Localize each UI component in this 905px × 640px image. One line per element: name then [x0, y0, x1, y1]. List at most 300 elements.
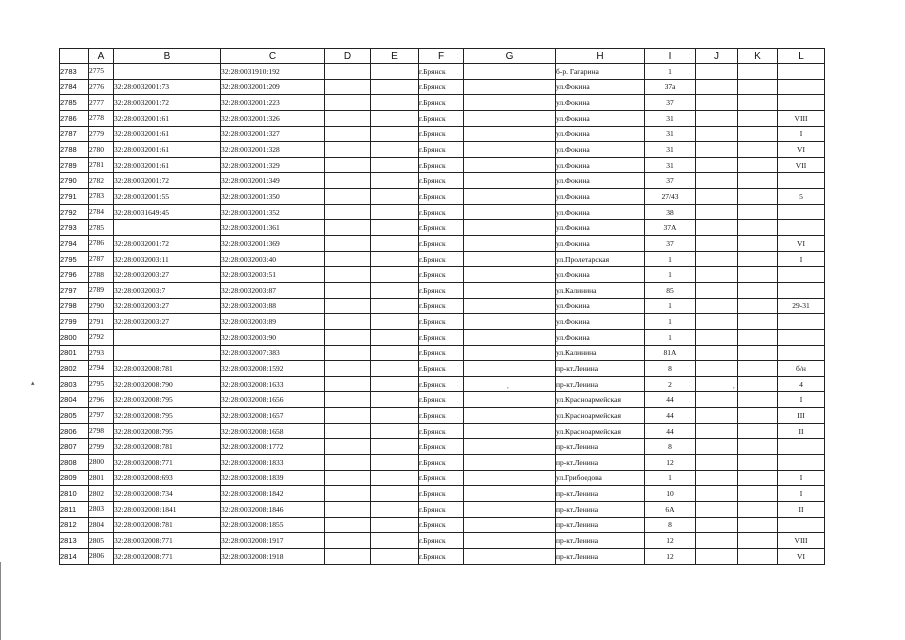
cell-l[interactable]	[778, 314, 825, 330]
cell-g[interactable]	[464, 79, 556, 95]
cell-h[interactable]: ул.Фокина	[556, 79, 645, 95]
cell-f[interactable]: г.Брянск	[419, 376, 464, 392]
cell-a[interactable]: 2796	[89, 392, 114, 408]
row-number[interactable]: 2814	[60, 548, 89, 564]
cell-i[interactable]: 37А	[645, 220, 696, 236]
column-header[interactable]: B	[114, 49, 221, 64]
cell-i[interactable]: 44	[645, 392, 696, 408]
row-number[interactable]: 2813	[60, 533, 89, 549]
cell-j[interactable]	[696, 110, 738, 126]
cell-f[interactable]: г.Брянск	[419, 64, 464, 80]
cell-i[interactable]: 1	[645, 267, 696, 283]
cell-f[interactable]: г.Брянск	[419, 517, 464, 533]
cell-c[interactable]: 32:28:0032008:1846	[221, 501, 325, 517]
cell-c[interactable]: 32:28:0032008:1772	[221, 439, 325, 455]
cell-i[interactable]: 31	[645, 142, 696, 158]
cell-f[interactable]: г.Брянск	[419, 142, 464, 158]
cell-e[interactable]	[371, 204, 419, 220]
cell-e[interactable]	[371, 408, 419, 424]
cell-h[interactable]: ул.Фокина	[556, 110, 645, 126]
cell-k[interactable]	[738, 282, 778, 298]
cell-e[interactable]	[371, 392, 419, 408]
cell-i[interactable]: 38	[645, 204, 696, 220]
row-number[interactable]: 2808	[60, 455, 89, 471]
row-number[interactable]: 2807	[60, 439, 89, 455]
cell-e[interactable]	[371, 376, 419, 392]
cell-d[interactable]	[325, 314, 371, 330]
cell-f[interactable]: г.Брянск	[419, 408, 464, 424]
cell-b[interactable]: 32:28:0032001:61	[114, 110, 221, 126]
row-number[interactable]: 2805	[60, 408, 89, 424]
cell-j[interactable]	[696, 220, 738, 236]
cell-b[interactable]: 32:28:0032008:781	[114, 439, 221, 455]
row-number[interactable]: 2809	[60, 470, 89, 486]
cell-f[interactable]: г.Брянск	[419, 157, 464, 173]
cell-h[interactable]: ул.Калинина	[556, 282, 645, 298]
cell-i[interactable]: 1	[645, 314, 696, 330]
cell-k[interactable]	[738, 157, 778, 173]
cell-h[interactable]: ул.Пролетарская	[556, 251, 645, 267]
cell-k[interactable]	[738, 392, 778, 408]
cell-e[interactable]	[371, 314, 419, 330]
cell-c[interactable]: 32:28:0032008:1656	[221, 392, 325, 408]
cell-b[interactable]: 32:28:0032001:73	[114, 79, 221, 95]
cell-d[interactable]	[325, 64, 371, 80]
cell-f[interactable]: г.Брянск	[419, 533, 464, 549]
cell-a[interactable]: 2789	[89, 282, 114, 298]
cell-g[interactable]	[464, 95, 556, 111]
cell-i[interactable]: 12	[645, 548, 696, 564]
cell-c[interactable]: 32:28:0032001:326	[221, 110, 325, 126]
cell-l[interactable]: б/н	[778, 361, 825, 377]
cell-j[interactable]	[696, 423, 738, 439]
cell-e[interactable]	[371, 517, 419, 533]
cell-j[interactable]	[696, 455, 738, 471]
cell-h[interactable]: ул.Фокина	[556, 236, 645, 252]
cell-d[interactable]	[325, 345, 371, 361]
cell-c[interactable]: 32:28:0032001:361	[221, 220, 325, 236]
cell-e[interactable]	[371, 236, 419, 252]
cell-j[interactable]	[696, 314, 738, 330]
cell-h[interactable]: ул.Фокина	[556, 220, 645, 236]
cell-i[interactable]: 81А	[645, 345, 696, 361]
cell-d[interactable]	[325, 376, 371, 392]
cell-l[interactable]: I	[778, 392, 825, 408]
cell-e[interactable]	[371, 173, 419, 189]
cell-a[interactable]: 2800	[89, 455, 114, 471]
row-number[interactable]: 2800	[60, 329, 89, 345]
row-number[interactable]: 2785	[60, 95, 89, 111]
cell-g[interactable]	[464, 392, 556, 408]
cell-j[interactable]	[696, 64, 738, 80]
cell-k[interactable]	[738, 251, 778, 267]
cell-a[interactable]: 2781	[89, 157, 114, 173]
cell-g[interactable]	[464, 408, 556, 424]
cell-d[interactable]	[325, 282, 371, 298]
cell-h[interactable]: ул.Фокина	[556, 189, 645, 205]
cell-d[interactable]	[325, 236, 371, 252]
cell-k[interactable]	[738, 455, 778, 471]
cell-e[interactable]	[371, 142, 419, 158]
cell-b[interactable]: 32:28:0032001:55	[114, 189, 221, 205]
cell-f[interactable]: г.Брянск	[419, 548, 464, 564]
cell-c[interactable]: 32:28:0032003:90	[221, 329, 325, 345]
cell-a[interactable]: 2776	[89, 79, 114, 95]
column-header[interactable]: E	[371, 49, 419, 64]
row-number[interactable]: 2796	[60, 267, 89, 283]
cell-g[interactable]	[464, 189, 556, 205]
cell-a[interactable]: 2777	[89, 95, 114, 111]
cell-c[interactable]: 32:28:0032001:327	[221, 126, 325, 142]
cell-c[interactable]: 32:28:0032001:352	[221, 204, 325, 220]
cell-a[interactable]: 2786	[89, 236, 114, 252]
cell-h[interactable]: пр-кт.Ленина	[556, 533, 645, 549]
cell-a[interactable]: 2775	[89, 64, 114, 80]
cell-i[interactable]: 12	[645, 533, 696, 549]
cell-k[interactable]	[738, 470, 778, 486]
cell-e[interactable]	[371, 455, 419, 471]
cell-b[interactable]: 32:28:0032001:72	[114, 95, 221, 111]
column-header[interactable]: L	[778, 49, 825, 64]
cell-h[interactable]: б-р. Гагарина	[556, 64, 645, 80]
cell-f[interactable]: г.Брянск	[419, 79, 464, 95]
cell-d[interactable]	[325, 95, 371, 111]
cell-i[interactable]: 2	[645, 376, 696, 392]
cell-c[interactable]: 32:28:0032001:328	[221, 142, 325, 158]
cell-b[interactable]	[114, 220, 221, 236]
row-number[interactable]: 2783	[60, 64, 89, 80]
cell-b[interactable]	[114, 345, 221, 361]
cell-k[interactable]	[738, 95, 778, 111]
cell-k[interactable]	[738, 267, 778, 283]
cell-k[interactable]	[738, 517, 778, 533]
cell-k[interactable]	[738, 204, 778, 220]
cell-h[interactable]: ул.Фокина	[556, 204, 645, 220]
cell-b[interactable]: 32:28:0032008:795	[114, 392, 221, 408]
cell-f[interactable]: г.Брянск	[419, 236, 464, 252]
cell-e[interactable]	[371, 345, 419, 361]
cell-l[interactable]: VIII	[778, 110, 825, 126]
cell-h[interactable]: ул.Грибоедова	[556, 470, 645, 486]
cell-h[interactable]: ул.Фокина	[556, 142, 645, 158]
cell-a[interactable]: 2797	[89, 408, 114, 424]
cell-i[interactable]: 31	[645, 126, 696, 142]
cell-e[interactable]	[371, 423, 419, 439]
cell-l[interactable]	[778, 220, 825, 236]
cell-d[interactable]	[325, 470, 371, 486]
cell-d[interactable]	[325, 408, 371, 424]
column-header[interactable]: D	[325, 49, 371, 64]
cell-a[interactable]: 2806	[89, 548, 114, 564]
cell-e[interactable]	[371, 189, 419, 205]
cell-c[interactable]: 32:28:0032003:51	[221, 267, 325, 283]
cell-l[interactable]: I	[778, 486, 825, 502]
cell-b[interactable]: 32:28:0032008:795	[114, 423, 221, 439]
cell-k[interactable]	[738, 220, 778, 236]
cell-l[interactable]: III	[778, 408, 825, 424]
row-number[interactable]: 2784	[60, 79, 89, 95]
cell-c[interactable]: 32:28:0032008:1833	[221, 455, 325, 471]
cell-i[interactable]: 1	[645, 64, 696, 80]
cell-h[interactable]: ул.Фокина	[556, 126, 645, 142]
cell-l[interactable]: I	[778, 126, 825, 142]
cell-l[interactable]	[778, 439, 825, 455]
cell-j[interactable]	[696, 345, 738, 361]
cell-e[interactable]	[371, 329, 419, 345]
row-number[interactable]: 2790	[60, 173, 89, 189]
cell-g[interactable]	[464, 64, 556, 80]
cell-a[interactable]: 2779	[89, 126, 114, 142]
cell-k[interactable]	[738, 314, 778, 330]
cell-b[interactable]: 32:28:0032008:771	[114, 533, 221, 549]
cell-c[interactable]: 32:28:0032001:349	[221, 173, 325, 189]
cell-h[interactable]: ул.Красноармейская	[556, 392, 645, 408]
cell-l[interactable]: 29-31	[778, 298, 825, 314]
cell-k[interactable]	[738, 298, 778, 314]
cell-d[interactable]	[325, 501, 371, 517]
cell-e[interactable]	[371, 548, 419, 564]
cell-h[interactable]: пр-кт.Ленина	[556, 361, 645, 377]
cell-f[interactable]: г.Брянск	[419, 501, 464, 517]
cell-i[interactable]: 8	[645, 439, 696, 455]
cell-k[interactable]	[738, 110, 778, 126]
cell-f[interactable]: г.Брянск	[419, 204, 464, 220]
cell-c[interactable]: 32:28:0032003:87	[221, 282, 325, 298]
cell-l[interactable]: VI	[778, 236, 825, 252]
cell-l[interactable]	[778, 204, 825, 220]
cell-a[interactable]: 2803	[89, 501, 114, 517]
cell-k[interactable]	[738, 236, 778, 252]
cell-d[interactable]	[325, 142, 371, 158]
cell-j[interactable]	[696, 376, 738, 392]
cell-e[interactable]	[371, 486, 419, 502]
cell-l[interactable]	[778, 517, 825, 533]
cell-d[interactable]	[325, 548, 371, 564]
cell-d[interactable]	[325, 533, 371, 549]
cell-h[interactable]: ул.Красноармейская	[556, 423, 645, 439]
cell-g[interactable]	[464, 423, 556, 439]
cell-f[interactable]: г.Брянск	[419, 345, 464, 361]
cell-c[interactable]: 32:28:0032008:1592	[221, 361, 325, 377]
cell-d[interactable]	[325, 439, 371, 455]
cell-f[interactable]: г.Брянск	[419, 126, 464, 142]
cell-g[interactable]	[464, 439, 556, 455]
cell-h[interactable]: ул.Фокина	[556, 157, 645, 173]
cell-c[interactable]: 32:28:0032001:329	[221, 157, 325, 173]
cell-b[interactable]: 32:28:0032008:790	[114, 376, 221, 392]
cell-f[interactable]: г.Брянск	[419, 361, 464, 377]
cell-a[interactable]: 2792	[89, 329, 114, 345]
cell-j[interactable]	[696, 282, 738, 298]
cell-e[interactable]	[371, 251, 419, 267]
cell-d[interactable]	[325, 79, 371, 95]
cell-d[interactable]	[325, 110, 371, 126]
cell-d[interactable]	[325, 220, 371, 236]
cell-k[interactable]	[738, 408, 778, 424]
cell-f[interactable]: г.Брянск	[419, 439, 464, 455]
cell-h[interactable]: пр-кт.Ленина	[556, 548, 645, 564]
cell-g[interactable]	[464, 236, 556, 252]
cell-j[interactable]	[696, 392, 738, 408]
cell-a[interactable]: 2791	[89, 314, 114, 330]
cell-a[interactable]: 2801	[89, 470, 114, 486]
cell-j[interactable]	[696, 329, 738, 345]
column-header[interactable]: I	[645, 49, 696, 64]
cell-h[interactable]: пр-кт.Ленина	[556, 501, 645, 517]
cell-j[interactable]	[696, 470, 738, 486]
row-number[interactable]: 2806	[60, 423, 89, 439]
cell-f[interactable]: г.Брянск	[419, 173, 464, 189]
cell-a[interactable]: 2790	[89, 298, 114, 314]
cell-i[interactable]: 31	[645, 110, 696, 126]
cell-c[interactable]: 32:28:0032007:383	[221, 345, 325, 361]
row-number[interactable]: 2804	[60, 392, 89, 408]
cell-a[interactable]: 2788	[89, 267, 114, 283]
cell-e[interactable]	[371, 220, 419, 236]
cell-j[interactable]	[696, 173, 738, 189]
cell-b[interactable]: 32:28:0032008:771	[114, 455, 221, 471]
column-header[interactable]: J	[696, 49, 738, 64]
cell-f[interactable]: г.Брянск	[419, 110, 464, 126]
cell-b[interactable]: 32:28:0032003:27	[114, 314, 221, 330]
cell-e[interactable]	[371, 126, 419, 142]
cell-j[interactable]	[696, 157, 738, 173]
cell-l[interactable]: 5	[778, 189, 825, 205]
cell-l[interactable]	[778, 79, 825, 95]
cell-f[interactable]: г.Брянск	[419, 298, 464, 314]
cell-d[interactable]	[325, 126, 371, 142]
cell-e[interactable]	[371, 64, 419, 80]
cell-c[interactable]: 32:28:0032008:1658	[221, 423, 325, 439]
cell-c[interactable]: 32:28:0032001:350	[221, 189, 325, 205]
cell-f[interactable]: г.Брянск	[419, 220, 464, 236]
cell-h[interactable]: ул.Фокина	[556, 329, 645, 345]
cell-h[interactable]: пр-кт.Ленина	[556, 439, 645, 455]
cell-j[interactable]	[696, 204, 738, 220]
cell-f[interactable]: г.Брянск	[419, 455, 464, 471]
cell-b[interactable]: 32:28:0032008:693	[114, 470, 221, 486]
cell-g[interactable]	[464, 345, 556, 361]
cell-d[interactable]	[325, 486, 371, 502]
cell-l[interactable]	[778, 282, 825, 298]
row-number[interactable]: 2802	[60, 361, 89, 377]
cell-l[interactable]	[778, 267, 825, 283]
cell-h[interactable]: ул.Фокина	[556, 173, 645, 189]
cell-a[interactable]: 2780	[89, 142, 114, 158]
cell-j[interactable]	[696, 548, 738, 564]
cell-l[interactable]: VI	[778, 548, 825, 564]
cell-f[interactable]: г.Брянск	[419, 189, 464, 205]
cell-i[interactable]: 85	[645, 282, 696, 298]
cell-g[interactable]	[464, 314, 556, 330]
cell-k[interactable]	[738, 173, 778, 189]
cell-c[interactable]: 32:28:0032008:1842	[221, 486, 325, 502]
cell-i[interactable]: 31	[645, 157, 696, 173]
column-header[interactable]: G	[464, 49, 556, 64]
cell-f[interactable]: г.Брянск	[419, 329, 464, 345]
cell-j[interactable]	[696, 189, 738, 205]
cell-i[interactable]: 1	[645, 470, 696, 486]
cell-b[interactable]: 32:28:0032001:72	[114, 236, 221, 252]
cell-h[interactable]: пр-кт.Ленина	[556, 517, 645, 533]
cell-k[interactable]	[738, 423, 778, 439]
cell-d[interactable]	[325, 204, 371, 220]
cell-i[interactable]: 12	[645, 455, 696, 471]
cell-g[interactable]	[464, 298, 556, 314]
cell-k[interactable]	[738, 64, 778, 80]
cell-h[interactable]: ул.Фокина	[556, 95, 645, 111]
row-number[interactable]: 2801	[60, 345, 89, 361]
column-header[interactable]: A	[89, 49, 114, 64]
cell-h[interactable]: ул.Фокина	[556, 267, 645, 283]
cell-g[interactable]	[464, 110, 556, 126]
cell-l[interactable]: 4	[778, 376, 825, 392]
cell-k[interactable]	[738, 189, 778, 205]
row-number[interactable]: 2797	[60, 282, 89, 298]
cell-j[interactable]	[696, 236, 738, 252]
cell-j[interactable]	[696, 126, 738, 142]
cell-b[interactable]: 32:28:0032003:7	[114, 282, 221, 298]
cell-a[interactable]: 2793	[89, 345, 114, 361]
cell-e[interactable]	[371, 282, 419, 298]
cell-c[interactable]: 32:28:0031910:192	[221, 64, 325, 80]
row-number[interactable]: 2788	[60, 142, 89, 158]
cell-j[interactable]	[696, 142, 738, 158]
cell-b[interactable]: 32:28:0032008:734	[114, 486, 221, 502]
cell-i[interactable]: 44	[645, 408, 696, 424]
cell-l[interactable]	[778, 95, 825, 111]
cell-g[interactable]	[464, 126, 556, 142]
cell-g[interactable]	[464, 267, 556, 283]
cell-k[interactable]	[738, 501, 778, 517]
cell-j[interactable]	[696, 251, 738, 267]
column-header[interactable]: K	[738, 49, 778, 64]
cell-j[interactable]	[696, 439, 738, 455]
cell-h[interactable]: ул.Калинина	[556, 345, 645, 361]
column-header[interactable]: C	[221, 49, 325, 64]
cell-l[interactable]: VI	[778, 142, 825, 158]
cell-g[interactable]	[464, 486, 556, 502]
cell-g[interactable]	[464, 361, 556, 377]
cell-k[interactable]	[738, 376, 778, 392]
cell-e[interactable]	[371, 267, 419, 283]
cell-a[interactable]: 2794	[89, 361, 114, 377]
cell-d[interactable]	[325, 157, 371, 173]
row-number[interactable]: 2798	[60, 298, 89, 314]
cell-c[interactable]: 32:28:0032008:1918	[221, 548, 325, 564]
cell-k[interactable]	[738, 329, 778, 345]
cell-k[interactable]	[738, 486, 778, 502]
cell-l[interactable]: VII	[778, 157, 825, 173]
cell-j[interactable]	[696, 486, 738, 502]
cell-g[interactable]	[464, 517, 556, 533]
row-number[interactable]: 2795	[60, 251, 89, 267]
cell-b[interactable]: 32:28:0032008:1841	[114, 501, 221, 517]
cell-i[interactable]: 37	[645, 95, 696, 111]
row-number[interactable]: 2792	[60, 204, 89, 220]
cell-c[interactable]: 32:28:0032008:1633	[221, 376, 325, 392]
cell-a[interactable]: 2795	[89, 376, 114, 392]
cell-h[interactable]: пр-кт.Ленина	[556, 455, 645, 471]
cell-c[interactable]: 32:28:0032008:1855	[221, 517, 325, 533]
cell-i[interactable]: 1	[645, 298, 696, 314]
cell-e[interactable]	[371, 79, 419, 95]
column-header[interactable]: F	[419, 49, 464, 64]
cell-i[interactable]: 8	[645, 517, 696, 533]
cell-g[interactable]	[464, 455, 556, 471]
cell-k[interactable]	[738, 126, 778, 142]
row-number[interactable]: 2791	[60, 189, 89, 205]
